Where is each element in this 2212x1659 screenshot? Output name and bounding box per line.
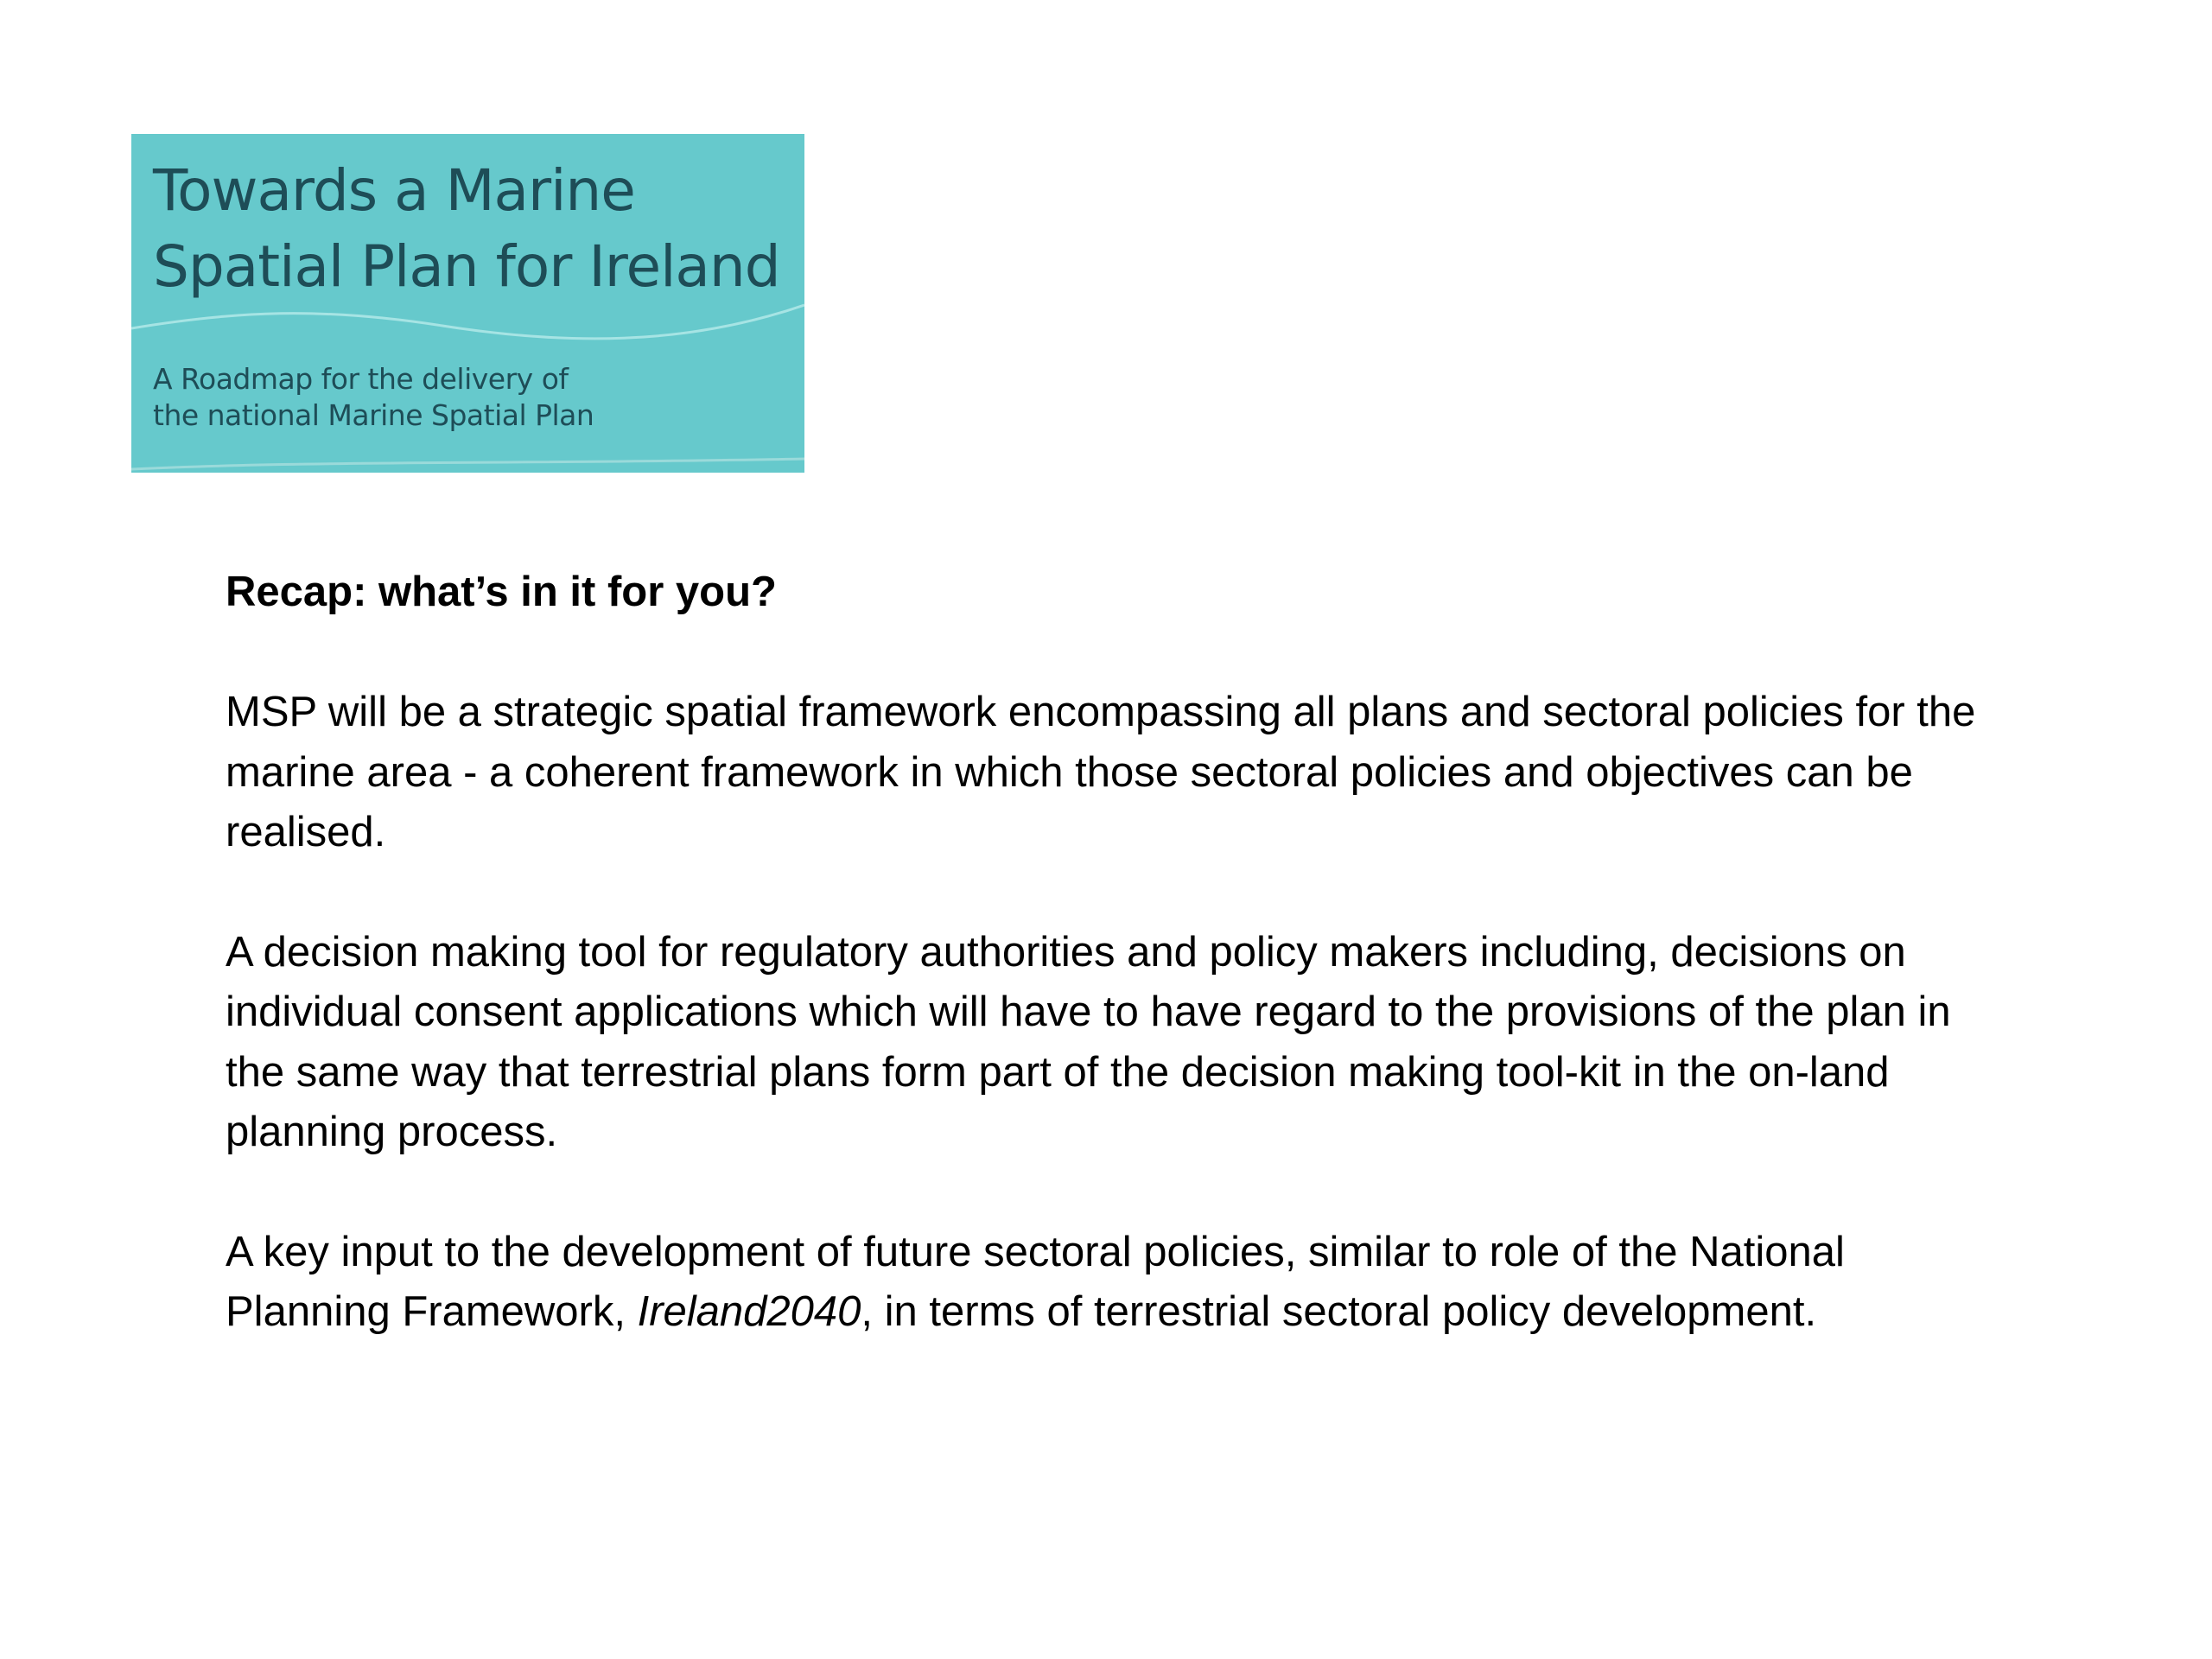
paragraph-key-input bbox=[226, 1223, 2005, 1343]
slide-heading: Recap: what’s in it for you? bbox=[226, 569, 777, 615]
banner-subtitle-line-2: the national Marine Spatial Plan bbox=[153, 398, 594, 432]
slide-body bbox=[226, 562, 2005, 1402]
paragraph-strategic-framework: MSP will be a strategic spatial framework encompassing all plans and sectoral policies for the marine area - a coherent framework in which those sectoral policies and objectives can be realised. bbox=[226, 689, 1976, 855]
banner-title-line-2: Spatial Plan for Ireland bbox=[153, 233, 780, 300]
roadmap-cover-banner bbox=[131, 134, 804, 473]
banner-title-line-1: Towards a Marine bbox=[153, 157, 635, 224]
paragraph-key-input-text-end: , in terms of terrestrial sectoral policy development. bbox=[861, 1288, 1817, 1335]
banner-subtitle bbox=[153, 361, 758, 434]
ireland2040-reference: Ireland2040 bbox=[637, 1288, 861, 1335]
banner-title bbox=[153, 153, 792, 305]
banner-subtitle-line-1: A Roadmap for the delivery of bbox=[153, 362, 569, 396]
paragraph-key-input-text-start: A key input to the development of future sectoral policies, similar to role of the National Planning Framework, bbox=[226, 1228, 1845, 1335]
paragraph-decision-making-tool: A decision making tool for regulatory authorities and policy makers including, decisions on individual consent applications which will have to have regard to the provisions of the plan in the same way that terrestrial plans form part of the decision making tool-kit in the on-land planning process. bbox=[226, 928, 1951, 1155]
